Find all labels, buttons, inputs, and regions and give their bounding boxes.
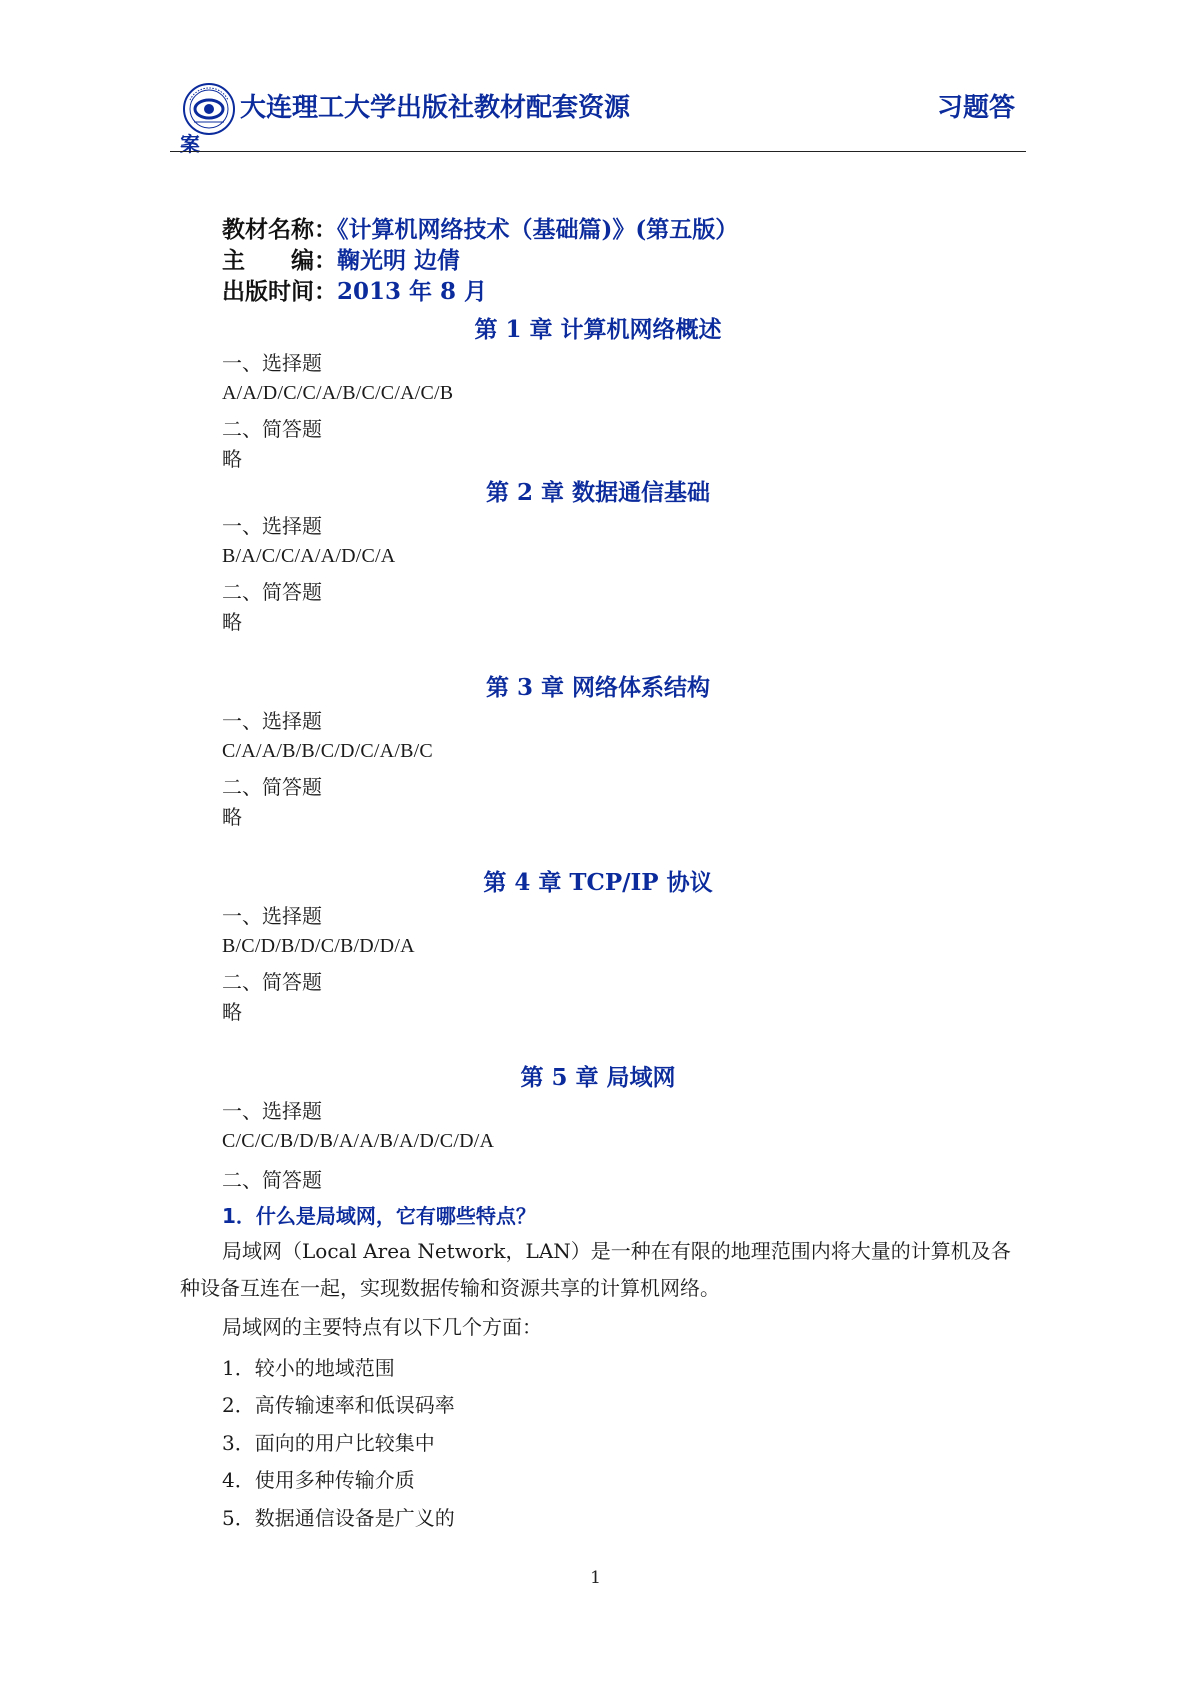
chapter-2-short-label: 二、简答题 [222, 580, 322, 604]
chapter-1-short-label: 二、简答题 [222, 417, 322, 441]
editor-value: 鞠光明 边倩 [337, 247, 461, 274]
chapter-4-title: 第 4 章 TCP/IP 协议 [483, 869, 713, 896]
question-1-heading: 1．什么是局域网，它有哪些特点？ [222, 1204, 536, 1228]
chapter-1-choice-label: 一、选择题 [222, 351, 322, 375]
header-title: 大连理工大学出版社教材配套资源 [240, 93, 631, 123]
page-number: 1 [590, 1568, 601, 1588]
chapter-3-title: 第 3 章 网络体系结构 [485, 674, 711, 701]
chapter-3-short-answer: 略 [222, 805, 242, 829]
chapter-1-choice-answers: A/A/D/C/C/A/B/C/C/A/C/B [222, 382, 454, 404]
chapter-4-choice-label: 一、选择题 [222, 904, 322, 928]
question-1-paragraph-1: 局域网（Local Area Network，LAN）是一种在有限的地理范围内将大量的计算机及各种设备互连在一起，实现数据传输和资源共享的计算机网络。 [180, 1239, 1011, 1300]
publish-date-value: 2013 年 8 月 [337, 278, 488, 305]
publish-date-label: 出版时间： [222, 279, 337, 305]
feature-list-item: 1．较小的地域范围 [222, 1356, 395, 1380]
chapter-2-title: 第 2 章 数据通信基础 [485, 479, 711, 506]
chapter-5-choice-answers: C/C/C/B/D/B/A/A/B/A/D/C/D/A [222, 1130, 495, 1152]
book-name-value: 《计算机网络技术（基础篇)》(第五版） [337, 216, 739, 243]
chapter-5-choice-label: 一、选择题 [222, 1099, 322, 1123]
chapter-3-short-label: 二、简答题 [222, 775, 322, 799]
chapter-3-choice-answers: C/A/A/B/B/C/D/C/A/B/C [222, 740, 433, 762]
publish-date-row [222, 276, 487, 308]
chapter-4-short-answer: 略 [222, 1000, 242, 1024]
editor-label: 主 编： [222, 248, 337, 274]
feature-list-item: 4．使用多种传输介质 [222, 1468, 415, 1492]
chapter-3-choice-label: 一、选择题 [222, 709, 322, 733]
chapter-5-title: 第 5 章 局域网 [520, 1064, 676, 1091]
feature-list-item: 2．高传输速率和低误码率 [222, 1393, 455, 1417]
chapter-2-choice-answers: B/A/C/C/A/A/D/C/A [222, 545, 396, 567]
chapter-5-short-label: 二、简答题 [222, 1168, 322, 1192]
header-title-right: 习题答 [936, 93, 1015, 123]
feature-list-item: 5．数据通信设备是广义的 [222, 1506, 455, 1530]
question-1-paragraph-2: 局域网的主要特点有以下几个方面： [222, 1315, 542, 1339]
book-name-label: 教材名称： [222, 217, 337, 243]
header-divider [170, 151, 1026, 152]
chapter-4-choice-answers: B/C/D/B/D/C/B/D/D/A [222, 935, 415, 957]
chapter-4-short-label: 二、简答题 [222, 970, 322, 994]
editor-row [222, 245, 460, 277]
chapter-1-title: 第 1 章 计算机网络概述 [474, 316, 722, 343]
chapter-1-short-answer: 略 [222, 447, 242, 471]
chapter-2-choice-label: 一、选择题 [222, 514, 322, 538]
header-title-continuation: 案 [180, 132, 200, 156]
chapter-2-short-answer: 略 [222, 610, 242, 634]
feature-list-item: 3．面向的用户比较集中 [222, 1431, 435, 1455]
book-name-row [222, 214, 738, 246]
